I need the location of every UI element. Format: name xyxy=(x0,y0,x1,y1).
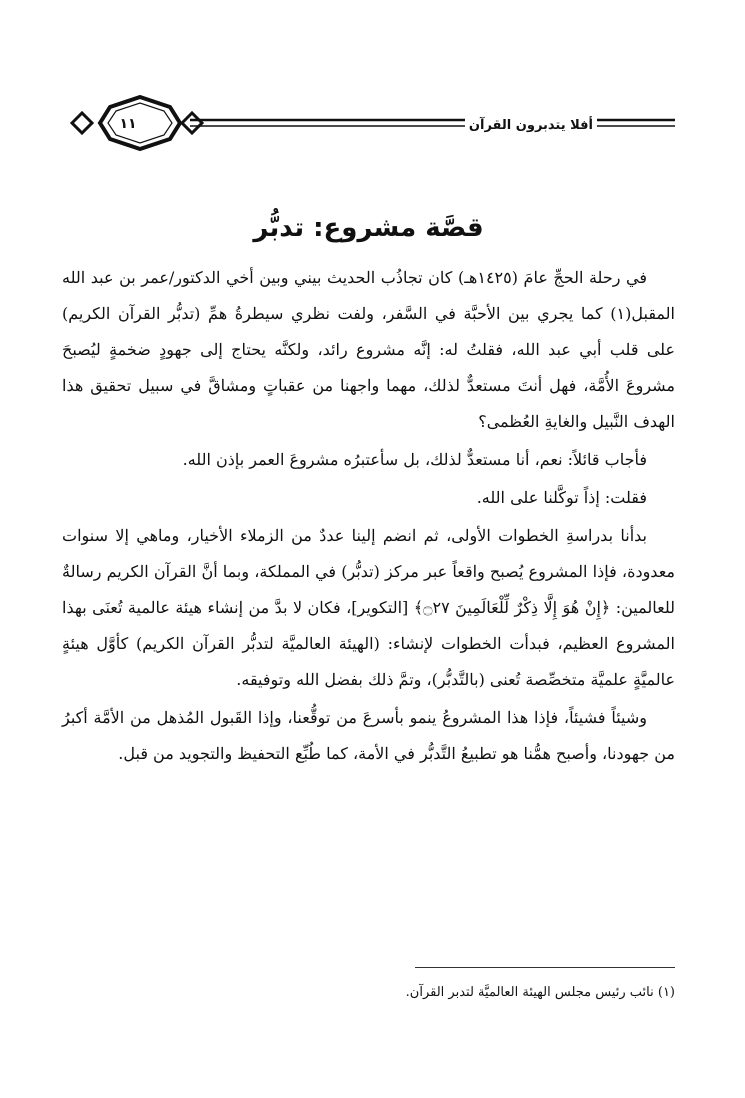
chapter-title: قصَّة مشروع: تدبُّر xyxy=(253,213,484,243)
paragraph-1: في رحلة الحجِّ عامَ (١٤٢٥هـ) كان تجاذُب الحديث بيني وبين أخي الدكتور/عمر بن عبد الله المقبل(١) كما يجري بين الأحبَّة في السَّفر، ولفت نظري سيطرةُ همِّ (تدبُّر القرآن الكريم) على قلب أبي عبد الله، فقلتُ له: إنَّه مشروع رائد، ولكنَّه يحتاج إلى جهودٍ ضخمةٍ ليُصبحَ مشروعَ الأُمَّة، فهل أنتَ مستعدٌّ لذلك، مهما واجهنا من عقباتٍ ومشاقَّ في سبيل تحقيق هذا الهدف النَّبيل والغايةِ العُظمى؟ xyxy=(62,268,675,431)
page-body xyxy=(62,208,675,772)
paragraph-2: فأجاب قائلاً: نعم، أنا مستعدٌّ لذلك، بل سأعتبرُه مشروعَ العمر بإذن الله. xyxy=(182,450,647,469)
page-number: ١١ xyxy=(119,116,137,132)
paragraph-5: وشيئاً فشيئاً، فإذا هذا المشروعُ ينمو بأسرعَ من توقُّعنا، وإذا القَبول المُذهل من الأمَّة أكبرُ من جهودنا، وأصبح همُّنا هو تطبيعُ التَّدبُّر في الأمة، كما طُبِّع التحفيظ والتجويد من قبل. xyxy=(62,708,675,763)
footnote-divider xyxy=(415,967,675,968)
running-title: أفلا يتدبرون القرآن xyxy=(465,118,597,133)
footnote: (١) نائب رئيس مجلس الهيئة العالميَّة لتدبر القرآن. xyxy=(405,985,675,1000)
paragraph-4: بدأنا بدراسةِ الخطوات الأولى، ثم انضم إلينا عددٌ من الزملاء الأخيار، وماهي إلا سنوات معدودة، فإذا المشروع يُصبح واقعاً عبر مركز (تدبُّر) في المملكة، وبما أنَّ القرآن الكريم رسالةٌ للعالمين: ﴿إِنْ هُوَ إِلَّا ذِكْرٌ لِّلْعَالَمِينَ ۝٢٧﴾ [التكوير]، فكان لا بدَّ من إنشاء هيئة عالمية تُعنَى بهذا المشروع العظيم، فبدأت الخطوات لإنشاء: (الهيئة العالميَّة لتدبُّر القرآن الكريم) كأوَّل هيئةٍ عالميَّةٍ علميَّة متخصِّصة تُعنى (بالتَّدبُّر)، وتمَّ ذلك بفضل الله وتوفيقه. xyxy=(62,526,676,689)
page-header xyxy=(70,95,675,155)
paragraph-3: فقلت: إذاً توكَّلنا على الله. xyxy=(476,488,647,507)
